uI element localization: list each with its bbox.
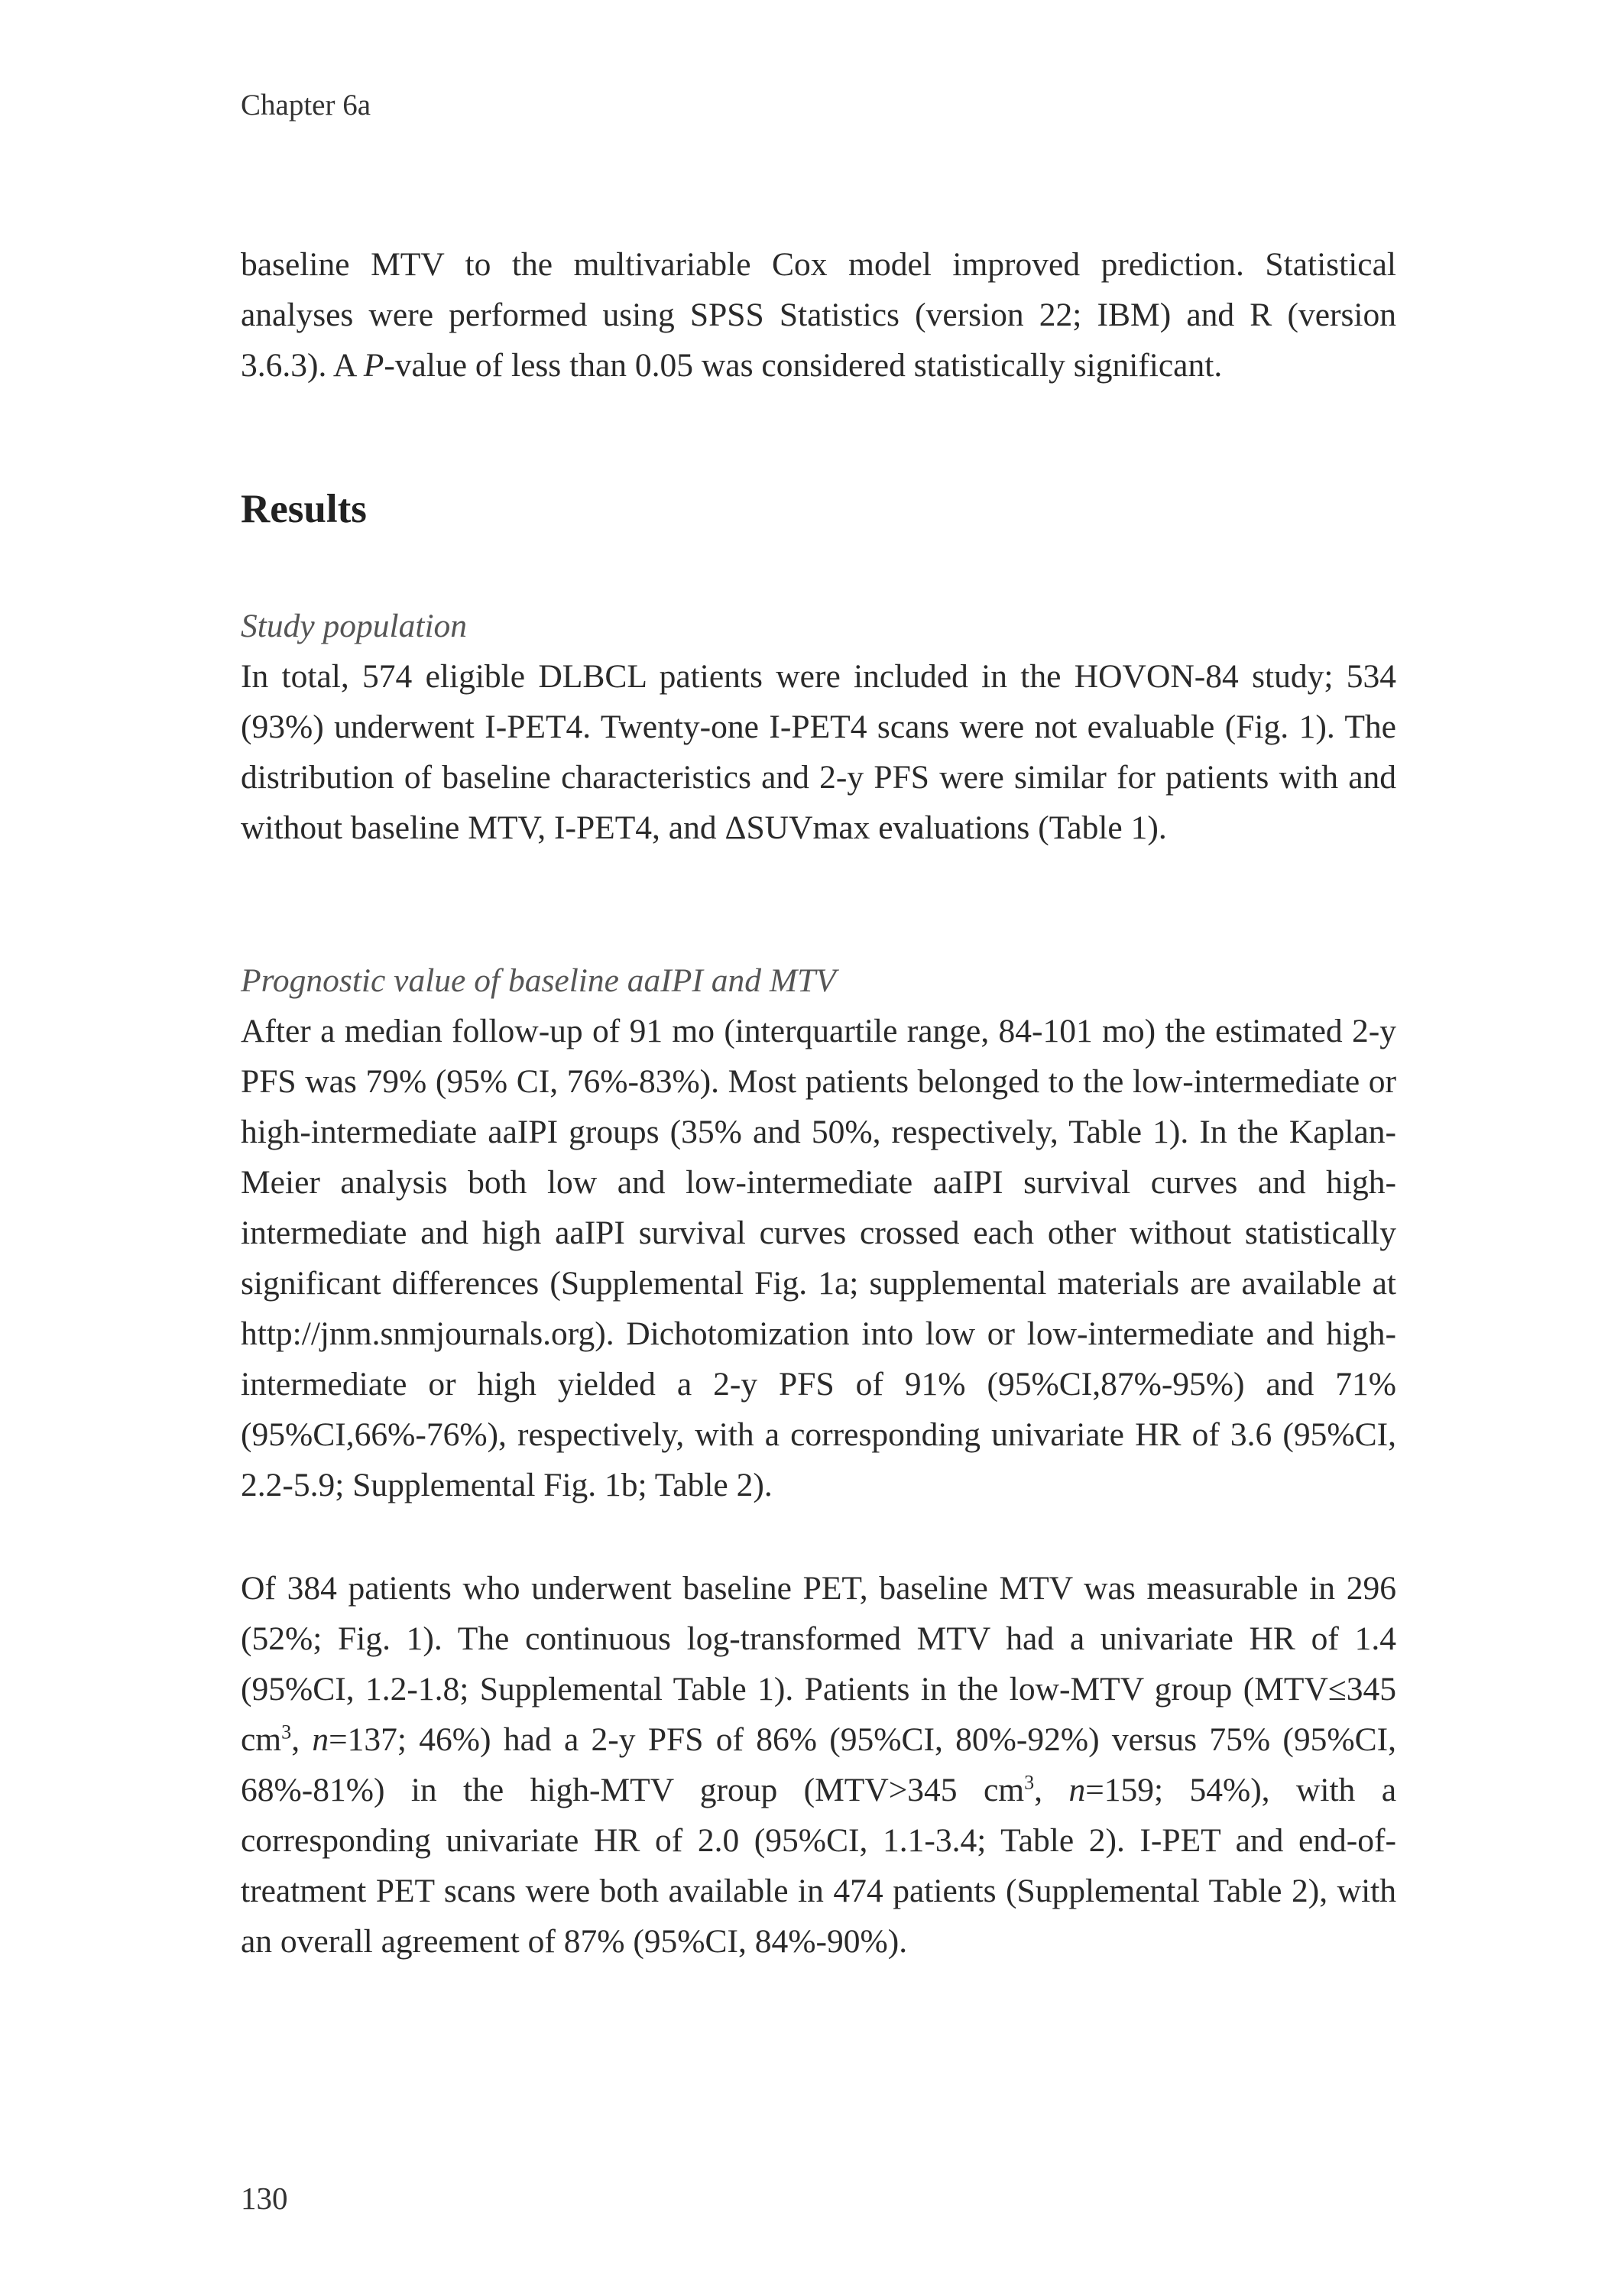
n-italic: n xyxy=(312,1721,329,1758)
cubic-superscript: 3 xyxy=(281,1721,292,1743)
mtv-text-part-1: Of 384 patients who underwent baseline PET, baseline MTV was measurable in 296 (52%; Fig. 1). The continuous log-transformed MTV had a univariate HR of 1.4 (95%CI, 1.2-1.8; Supplemental Table 1). Patients in the low-MTV group (MTV≤345 cm xyxy=(241,1570,1396,1758)
intro-text-part-2: -value of less than 0.05 was considered statistically significant. xyxy=(384,347,1223,384)
intro-paragraph xyxy=(241,239,1396,391)
study-population-text: In total, 574 eligible DLBCL patients were included in the HOVON-84 study; 534 (93%) underwent I-PET4. Twenty-one I-PET4 scans were not evaluable (Fig. 1). The distribution of baseline characteristics and 2-y PFS were similar for patients with and without baseline MTV, I-PET4, and ΔSUVmax evaluations (Table 1). xyxy=(241,658,1396,846)
intro-text xyxy=(241,239,1396,391)
cubic-superscript: 3 xyxy=(1024,1771,1035,1794)
prognostic-value-heading: Prognostic value of baseline aaIPI and MTV xyxy=(241,962,836,999)
mtv-paragraph xyxy=(241,1563,1396,1967)
mtv-text-part-2: , xyxy=(291,1721,313,1758)
intro-text-part-1: baseline MTV to the multivariable Cox model improved prediction. Statistical analyses were performed using SPSS Statistics (version 22; IBM) and R (version 3.6.3). A xyxy=(241,246,1396,384)
prognostic-value-section xyxy=(241,955,1396,1510)
results-heading: Results xyxy=(241,487,367,531)
study-population-heading: Study population xyxy=(241,608,468,644)
mtv-text-part-5: =159; 54%), with a corresponding univariate HR of 2.0 (95%CI, 1.1-3.4; Table 2). I-PET and end-of-treatment PET scans were both available in 474 patients (Supplemental Table 2), with an overall agreement of 87% (95%CI, 84%-90%). xyxy=(241,1772,1397,1960)
prognostic-value-text: After a median follow-up of 91 mo (interquartile range, 84-101 mo) the estimated 2-y PFS was 79% (95% CI, 76%-83%). Most patients belonged to the low-intermediate or high-intermediate aaIPI groups (35% and 50%, respectively, Table 1). In the Kaplan-Meier analysis both low and low-intermediate aaIPI survival curves and high-intermediate and high aaIPI survival curves crossed each other without statistically significant differences (Supplemental Fig. 1a; supplemental materials are available at http://jnm.snmjournals.org). Dichotomization into low or low-intermediate and high-intermediate or high yielded a 2-y PFS of 91% (95%CI,87%-95%) and 71% (95%CI,66%-76%), respectively, with a corresponding univariate HR of 3.6 (95%CI, 2.2-5.9; Supplemental Fig. 1b; Table 2). xyxy=(241,1013,1396,1503)
mtv-text-part-4: , xyxy=(1034,1772,1069,1808)
study-population-section xyxy=(241,601,1396,853)
mtv-text-part-3: =137; 46%) had a 2-y PFS of 86% (95%CI, 80%-92%) versus 75% (95%CI, 68%-81%) in the high-MTV group (MTV>345 cm xyxy=(241,1721,1397,1808)
running-head: Chapter 6a xyxy=(241,89,371,122)
p-value-italic: P xyxy=(363,347,384,384)
page-number: 130 xyxy=(241,2181,288,2216)
mtv-text xyxy=(241,1563,1396,1967)
n-italic: n xyxy=(1068,1772,1086,1808)
